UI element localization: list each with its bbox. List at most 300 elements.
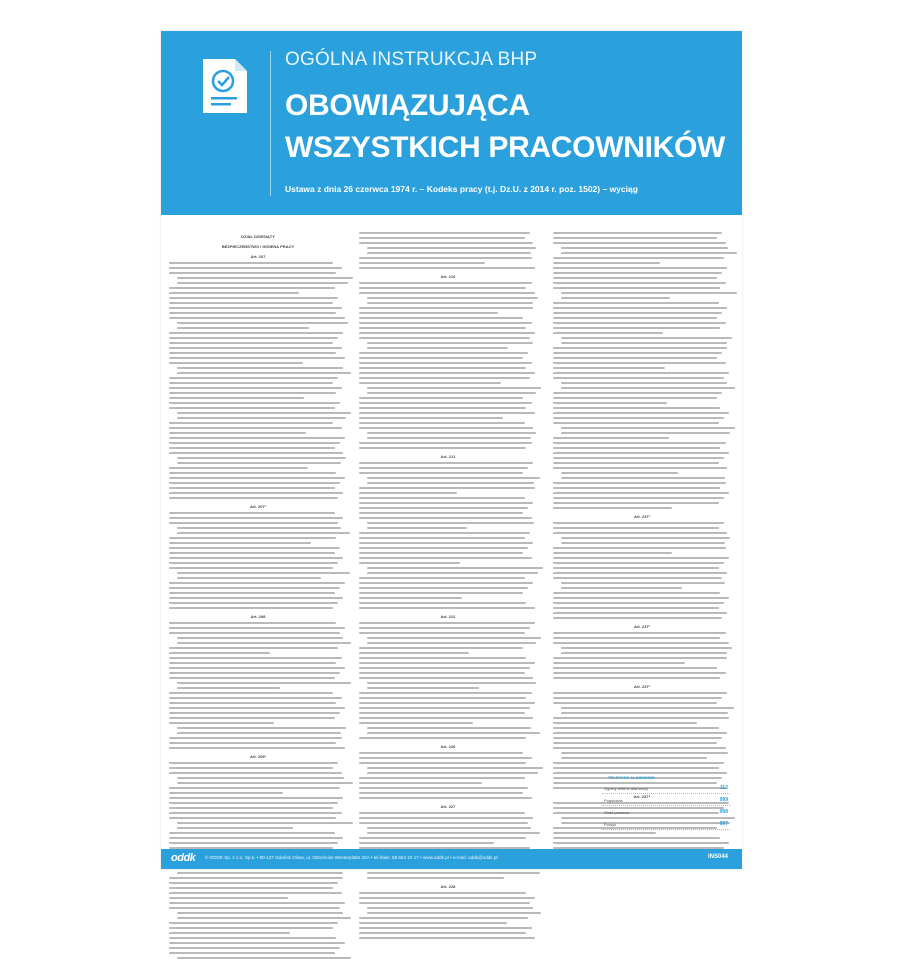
body-text-line (177, 412, 351, 414)
body-text-line (169, 522, 338, 524)
body-text-line (169, 657, 342, 659)
body-text-line (359, 357, 523, 359)
body-text-line (367, 567, 543, 569)
body-text-line (169, 837, 343, 839)
body-text-line (169, 537, 336, 539)
body-text-line (359, 412, 535, 414)
body-text-line (553, 832, 656, 834)
body-text-line (169, 357, 345, 359)
body-text-line (169, 287, 335, 289)
body-text-line (177, 372, 351, 374)
body-text-line (561, 582, 725, 584)
body-text-line (553, 402, 667, 404)
body-text-line (367, 522, 534, 524)
body-text-line (359, 332, 535, 334)
body-text-line (367, 482, 534, 484)
phone-number: 997 (719, 821, 728, 827)
body-text-line (561, 542, 725, 544)
body-text-line (169, 427, 342, 429)
body-text-line (169, 662, 336, 664)
subtitle: Ustawa z dnia 26 czerwca 1974 r. – Kodeks pracy (t.j. Dz.U. z 2014 r. poz. 1502) – wyciąg (285, 184, 638, 194)
text-column-3 (553, 229, 731, 839)
body-text-line (169, 437, 345, 439)
body-text-line (553, 567, 719, 569)
body-text-line (169, 607, 333, 609)
body-text-line (553, 497, 724, 499)
section-heading: Art. 208 (250, 614, 266, 619)
body-text-line (177, 282, 348, 284)
body-text-line (359, 702, 535, 704)
body-text-line (169, 937, 336, 939)
body-text-line (169, 602, 338, 604)
phone-number: 999 (719, 797, 728, 803)
phone-row (602, 809, 730, 818)
body-text-line (359, 822, 528, 824)
body-text-line (553, 672, 726, 674)
body-text-line (553, 437, 669, 439)
body-text-line (359, 377, 530, 379)
body-text-line (553, 392, 722, 394)
body-text-line (169, 792, 283, 794)
body-text-line (169, 902, 345, 904)
body-text-line (359, 777, 525, 779)
body-text-line (169, 392, 336, 394)
body-text-line (169, 307, 342, 309)
body-text-line (561, 427, 735, 429)
section-heading: Art. 210 (440, 274, 456, 279)
section-heading: Art. 237¹ (633, 514, 650, 519)
body-text-line (359, 587, 528, 589)
body-text-line (359, 502, 533, 504)
column-heading: DZIAŁ DZIESIĄTY (241, 234, 275, 239)
body-text-line (169, 712, 340, 714)
body-text-line (169, 797, 343, 799)
section-heading: Art. 237² (633, 624, 650, 629)
body-text-line (169, 432, 306, 434)
body-text-line (359, 422, 525, 424)
body-text-line (169, 587, 340, 589)
body-text-line (367, 907, 533, 909)
body-text-line (359, 407, 526, 409)
body-text-line (169, 692, 333, 694)
body-text-line (359, 467, 528, 469)
body-text-line (553, 697, 722, 699)
body-text-line (359, 262, 485, 264)
body-text-line (553, 572, 727, 574)
body-text-line (553, 447, 720, 449)
body-text-line (359, 557, 532, 559)
body-text-line (561, 757, 707, 759)
body-text-line (359, 597, 462, 599)
body-text-line (359, 657, 526, 659)
body-text-line (169, 632, 340, 634)
body-text-line (359, 582, 533, 584)
body-text-line (561, 432, 730, 434)
body-text-line (367, 297, 538, 299)
body-text-line (553, 717, 729, 719)
body-text-line (561, 292, 737, 294)
body-text-line (169, 717, 335, 719)
section-heading: Art. 207 (250, 254, 266, 259)
body-text-line (177, 642, 351, 644)
body-text-line (561, 712, 728, 714)
body-text-line (367, 392, 536, 394)
body-text-line (169, 627, 345, 629)
body-text-line (359, 487, 535, 489)
body-text-line (367, 347, 508, 349)
body-text-line (561, 252, 737, 254)
body-text-line (169, 342, 333, 344)
title-line-2: WSZYSTKICH PRACOWNIKÓW (285, 131, 726, 164)
body-text-line (169, 737, 342, 739)
body-text-line (359, 542, 533, 544)
body-text-line (553, 502, 719, 504)
body-text-line (553, 422, 719, 424)
body-text-line (367, 572, 538, 574)
body-text-line (169, 597, 343, 599)
body-text-line (169, 832, 335, 834)
body-text-line (553, 452, 729, 454)
body-text-line (169, 762, 338, 764)
section-heading: Art. 212 (440, 614, 456, 619)
body-text-line (553, 762, 724, 764)
body-text-line (561, 477, 725, 479)
body-text-line (359, 462, 533, 464)
body-text-line (359, 402, 532, 404)
body-text-line (359, 717, 533, 719)
body-text-line (553, 397, 717, 399)
body-text-line (553, 357, 717, 359)
body-text-line (359, 757, 532, 759)
section-heading: Art. 227 (440, 804, 456, 809)
body-text-line (359, 362, 532, 364)
body-text-line (359, 622, 535, 624)
body-text-line (553, 242, 726, 244)
body-text-line (359, 842, 494, 844)
body-text-line (553, 412, 729, 414)
body-text-line (367, 832, 540, 834)
body-text-line (359, 937, 535, 939)
body-text-line (169, 742, 336, 744)
body-text-line (359, 282, 532, 284)
body-text-line (169, 892, 342, 894)
body-text-line (169, 807, 333, 809)
body-text-line (359, 492, 457, 494)
body-text-line (169, 817, 336, 819)
body-text-line (169, 387, 342, 389)
body-text-line (553, 552, 672, 554)
body-text-line (359, 692, 532, 694)
phone-name: Policja (604, 822, 616, 827)
body-text-line (553, 442, 726, 444)
body-text-line (553, 837, 720, 839)
body-text-line (553, 557, 729, 559)
body-text-line (553, 487, 720, 489)
body-text-line (169, 722, 274, 724)
phone-row (602, 821, 730, 830)
body-text-line (367, 387, 541, 389)
body-text-line (359, 427, 533, 429)
body-text-line (177, 827, 293, 829)
phone-name: Straż pożarna (604, 810, 629, 815)
phone-name: Pogotowie (604, 798, 623, 803)
body-text-line (367, 342, 533, 344)
section-heading: Art. 209¹ (249, 754, 266, 759)
body-text-line (359, 547, 528, 549)
body-text-line (169, 317, 345, 319)
body-text-line (169, 947, 340, 949)
body-text-line (169, 927, 333, 929)
body-text-line (359, 762, 526, 764)
body-text-line (177, 912, 343, 914)
body-text-line (367, 912, 541, 914)
body-text-line (359, 497, 525, 499)
body-text-line (359, 667, 530, 669)
body-text-line (359, 287, 526, 289)
body-text-line (561, 342, 727, 344)
body-text-line (359, 632, 525, 634)
body-text-line (359, 397, 523, 399)
body-text-line (367, 477, 540, 479)
body-text-line (359, 837, 526, 839)
body-text-line (359, 512, 523, 514)
body-text-line (177, 322, 348, 324)
body-text-line (169, 482, 340, 484)
body-text-line (169, 267, 342, 269)
body-text-line (553, 322, 726, 324)
body-text-line (169, 407, 335, 409)
body-text-line (553, 237, 717, 239)
body-text-line (553, 677, 720, 679)
phone-row (602, 797, 730, 806)
body-text-line (359, 242, 533, 244)
body-text-line (169, 272, 336, 274)
body-text-line (359, 892, 526, 894)
body-text-line (169, 772, 342, 774)
body-text-line (359, 562, 460, 564)
body-text-line (367, 727, 531, 729)
phone-number: 112 (719, 785, 728, 791)
body-text-line (553, 332, 663, 334)
body-text-line (169, 297, 338, 299)
body-text-line (367, 682, 536, 684)
product-code: INS044 (707, 854, 728, 860)
body-text-line (553, 632, 726, 634)
oddk-logo: oddk (171, 852, 196, 864)
body-text-line (561, 472, 678, 474)
body-text-line (169, 467, 308, 469)
body-text-line (177, 527, 341, 529)
body-text-line (169, 652, 270, 654)
body-text-line (169, 477, 345, 479)
body-text-line (177, 277, 353, 279)
body-text-line (169, 802, 338, 804)
body-text-line (553, 347, 727, 349)
body-text-line (367, 772, 538, 774)
body-text-line (359, 752, 523, 754)
body-text-line (169, 647, 338, 649)
body-text-line (553, 612, 727, 614)
body-text-line (359, 317, 523, 319)
body-text-line (553, 662, 685, 664)
phone-row (602, 785, 730, 794)
body-text-line (359, 237, 525, 239)
body-text-line (169, 932, 290, 934)
body-text-line (359, 722, 473, 724)
body-text-line (553, 372, 729, 374)
body-text-line (561, 647, 732, 649)
body-text-line (561, 707, 734, 709)
body-text-line (177, 532, 350, 534)
body-text-line (553, 617, 722, 619)
body-text-line (359, 917, 528, 919)
body-text-line (169, 517, 343, 519)
body-text-line (169, 422, 333, 424)
emergency-phones (602, 775, 730, 825)
body-text-line (367, 432, 536, 434)
body-text-line (359, 257, 532, 259)
body-text-line (561, 382, 727, 384)
body-text-line (359, 447, 526, 449)
body-text-line (169, 812, 342, 814)
body-text-line (169, 562, 338, 564)
body-text-line (553, 327, 720, 329)
body-text-line (169, 347, 342, 349)
body-text-line (177, 367, 343, 369)
body-text-line (553, 607, 719, 609)
body-text-line (169, 452, 343, 454)
body-text-line (367, 872, 540, 874)
body-text-line (169, 397, 304, 399)
body-text-line (177, 727, 346, 729)
body-text-line (553, 842, 729, 844)
body-text-line (553, 667, 717, 669)
body-text-line (169, 882, 338, 884)
title-line-1: OBOWIĄZUJĄCA (285, 89, 530, 122)
body-text-line (177, 777, 344, 779)
body-text-line (553, 602, 724, 604)
body-text-line (169, 512, 335, 514)
body-text-line (553, 312, 722, 314)
body-text-line (553, 282, 726, 284)
body-text-line (169, 567, 333, 569)
phone-number: 998 (719, 809, 728, 815)
body-text-line (177, 732, 341, 734)
body-text-line (177, 577, 321, 579)
body-text-line (359, 782, 482, 784)
section-heading: Art. 207¹ (249, 504, 266, 509)
body-text-line (553, 362, 726, 364)
body-text-line (359, 922, 507, 924)
body-text-line (561, 387, 735, 389)
body-text-line (553, 637, 720, 639)
body-text-line (359, 592, 523, 594)
body-text-line (177, 822, 353, 824)
section-heading: Art. 228 (440, 884, 456, 889)
body-text-line (169, 497, 338, 499)
body-text-line (553, 267, 727, 269)
document-check-icon (201, 57, 249, 115)
body-text-line (359, 312, 498, 314)
body-text-line (553, 737, 722, 739)
body-text-line (359, 792, 523, 794)
body-text-line (553, 302, 719, 304)
body-text-line (359, 607, 535, 609)
body-text-line (553, 462, 719, 464)
title-small: OGÓLNA INSTRUKCJA BHP (285, 49, 538, 70)
section-heading: Art. 211 (440, 454, 456, 459)
poster-footer (161, 849, 742, 869)
body-text-line (553, 317, 717, 319)
body-text-line (359, 707, 530, 709)
body-text-line (169, 442, 340, 444)
body-text-line (169, 667, 345, 669)
body-text-line (359, 787, 528, 789)
body-text-line (359, 817, 533, 819)
body-text-line (553, 527, 719, 529)
body-text-line (177, 457, 346, 459)
body-text-line (359, 307, 533, 309)
body-text-line (177, 682, 351, 684)
body-text-line (367, 877, 504, 879)
body-text-line (169, 382, 333, 384)
body-text-line (359, 337, 530, 339)
body-text-line (169, 897, 288, 899)
body-text-line (169, 447, 335, 449)
body-text-line (359, 647, 523, 649)
body-text-line (169, 362, 303, 364)
body-text-line (359, 352, 528, 354)
body-text-line (177, 782, 353, 784)
body-text-line (169, 487, 335, 489)
body-text-line (359, 517, 532, 519)
body-text-line (553, 692, 727, 694)
body-text-line (169, 292, 299, 294)
body-text-line (169, 302, 333, 304)
body-text-line (169, 842, 338, 844)
body-text-line (553, 417, 724, 419)
body-text-line (367, 827, 531, 829)
body-text-line (553, 262, 660, 264)
body-text-line (359, 292, 535, 294)
body-text-line (359, 672, 525, 674)
body-text-line (553, 547, 726, 549)
body-text-line (553, 467, 727, 469)
body-text-line (169, 747, 345, 749)
body-text-line (561, 587, 682, 589)
footer-contact: © ODDK Sp. z o.o. Sp.k. • 80-137 Gdańsk Oliwa, ul. Obrońców Westerplatte 32A • tel./faks: 58 554 24 17 • www.oddk.pl • e-mail: oddk@oddk.pl (205, 855, 498, 860)
body-text-line (367, 687, 479, 689)
column-subheading: BEZPIECZEŃSTWO I HIGIENA PRACY (221, 244, 295, 249)
body-text-line (553, 287, 720, 289)
body-text-line (553, 307, 727, 309)
body-text-line (367, 302, 533, 304)
body-text-line (553, 482, 726, 484)
body-text-line (367, 642, 536, 644)
body-text-line (359, 372, 535, 374)
body-text-line (553, 657, 727, 659)
body-text-line (169, 707, 345, 709)
body-text-line (359, 382, 501, 384)
body-text-line (169, 552, 335, 554)
body-text-line (169, 547, 340, 549)
body-text-line (359, 677, 533, 679)
body-text-line (177, 417, 346, 419)
body-text-line (169, 702, 336, 704)
body-text-line (359, 797, 532, 799)
section-heading: Art. 237⁴ (633, 794, 651, 799)
body-text-line (553, 592, 720, 594)
